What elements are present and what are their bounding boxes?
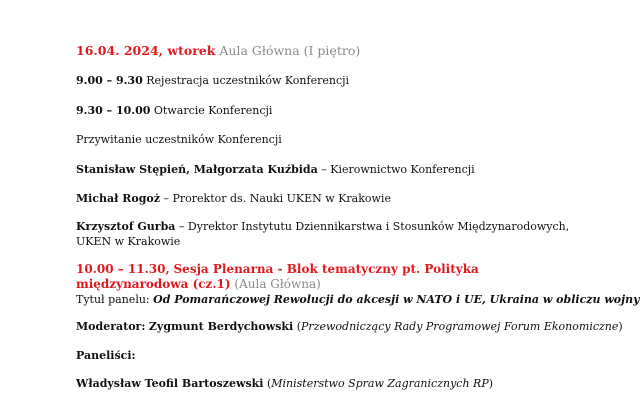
panelist-role-wrap: (Ministerstwo Spraw Zagranicznych RP) <box>266 377 494 390</box>
session-title: Sesja Plenarna - Blok tematyczny pt. Polityka międzynarodowa (cz.1) <box>76 262 479 291</box>
speaker-name: Michał Rogoż <box>76 192 160 205</box>
panel-title: Od Pomarańczowej Rewolucji do akcesji w NATO i UE, Ukraina w obliczu wojny <box>153 293 640 306</box>
day-date: 16.04. 2024, wtorek <box>76 43 216 58</box>
moderator-role: Przewodniczący Rady Programowej Forum Ekonomiczne <box>301 320 619 333</box>
moderator-name: Zygmunt Berdychowski <box>148 320 294 333</box>
panel-label: Tytuł panelu: <box>76 293 150 306</box>
speaker-prorector <box>76 191 576 206</box>
agenda-time: 9.30 – 10.00 <box>76 104 151 117</box>
session-time: 10.00 – 11.30, <box>76 262 170 276</box>
speaker-conference-leaders <box>76 162 576 177</box>
agenda-item-registration <box>76 73 576 88</box>
panelist-role: Ministerstwo Spraw Zagranicznych RP <box>271 377 489 390</box>
speaker-role: – Dyrektor Instytutu Dziennikarstwa i Stosunków Międzynarodowych, UKEN w Krakowie <box>76 220 570 248</box>
moderator-role-wrap: (Przewodniczący Rady Programowej Forum Ekonomiczne) <box>296 320 623 333</box>
speaker-role: – Kierownictwo Konferencji <box>321 163 475 176</box>
panelist-row <box>76 376 576 391</box>
panel-title-line <box>76 292 640 307</box>
panelists-label: Paneliści: <box>76 349 136 362</box>
welcome-text: Przywitanie uczestników Konferencji <box>76 133 282 146</box>
agenda-item-opening <box>76 103 576 118</box>
agenda-text: Rejestracja uczestników Konferencji <box>146 74 350 87</box>
speaker-director <box>76 219 570 249</box>
day-header <box>76 43 576 58</box>
agenda-time: 9.00 – 9.30 <box>76 74 143 87</box>
agenda-text: Otwarcie Konferencji <box>153 104 273 117</box>
speaker-name: Stanisław Stępień, Małgorzata Kuźbida <box>76 163 318 176</box>
panelist-name: Władysław Teofil Bartoszewski <box>76 377 264 390</box>
moderator-label: Moderator: <box>76 320 146 333</box>
session-venue: (Aula Główna) <box>234 277 321 291</box>
session-header <box>76 262 576 292</box>
moderator-line <box>76 319 623 334</box>
day-venue: Aula Główna (I piętro) <box>219 43 361 58</box>
speaker-role: – Prorektor ds. Nauki UKEN w Krakowie <box>163 192 391 205</box>
speaker-name: Krzysztof Gurba <box>76 220 176 233</box>
